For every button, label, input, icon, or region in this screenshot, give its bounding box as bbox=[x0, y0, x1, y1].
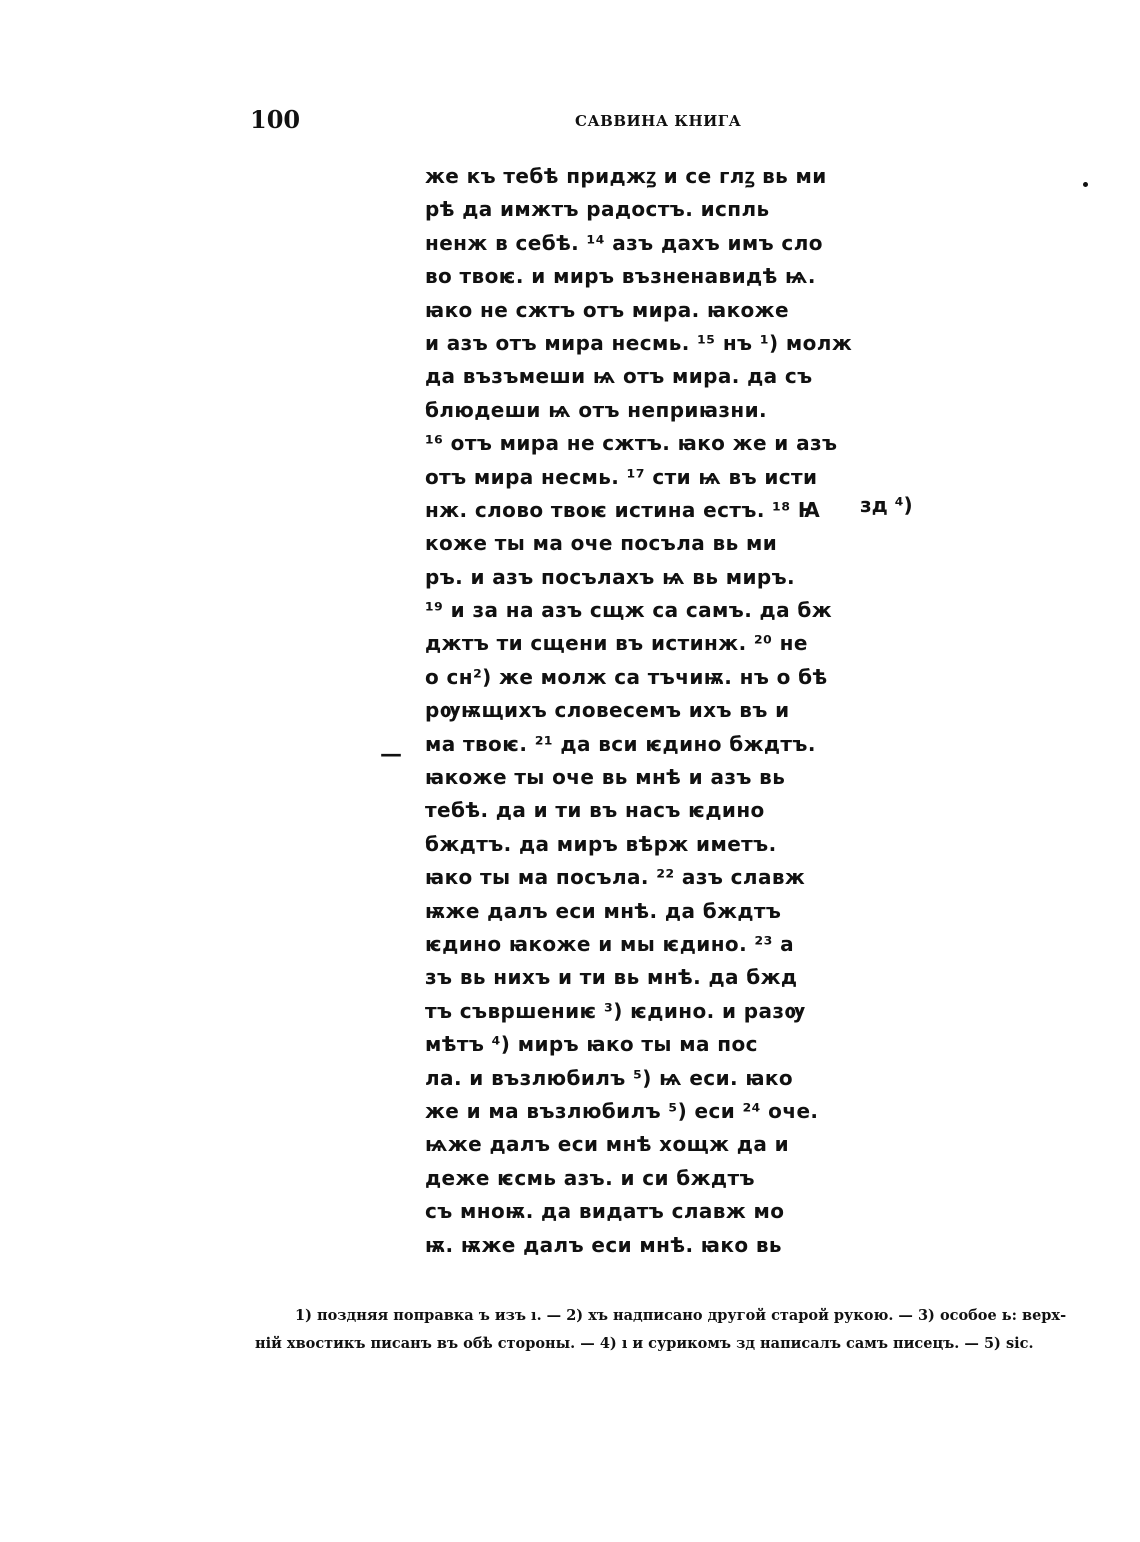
text-line: джтъ ти сщени въ истинж. ²⁰ не bbox=[425, 631, 808, 656]
margin-dash: — bbox=[380, 741, 402, 767]
running-title: САВВИНА КНИГА bbox=[575, 112, 742, 130]
text-line: бждтъ. да миръ вѣрж иметъ. bbox=[425, 831, 777, 856]
text-line: отъ мира несмь. ¹⁷ сти ѩ въ исти bbox=[425, 464, 818, 489]
text-line: ѩже далъ еси мнѣ хощж да и bbox=[425, 1132, 790, 1157]
text-line: ¹⁶ отъ мира не сжтъ. ꙗко же и азъ bbox=[425, 431, 838, 456]
stray-ink-dot bbox=[1083, 182, 1088, 187]
text-line: ма твоѥ. ²¹ да вси ѥдино бждтъ. bbox=[425, 731, 816, 756]
footnote-line: 1) поздняя поправка ъ изъ ı. — 2) хъ надписано другой старой рукою. — 3) особое ь: верх- bbox=[295, 1307, 1067, 1324]
text-line: рѹѭщихъ словесемъ ихъ въ и bbox=[425, 698, 790, 723]
text-line: ѭже далъ еси мнѣ. да бждтъ bbox=[425, 898, 782, 923]
margin-note: зд ⁴) bbox=[860, 493, 913, 517]
text-line: тебѣ. да и ти въ насъ ѥдино bbox=[425, 798, 765, 823]
text-line: ꙗко ты ма посъла. ²² азъ славж bbox=[425, 865, 806, 890]
text-line: ꙗкоже ты оче вь мнѣ и азъ вь bbox=[425, 765, 786, 790]
text-line: зъ вь нихъ и ти вь мнѣ. да бжд bbox=[425, 965, 798, 990]
text-line: же и ма възлюбилъ ⁵) еси ²⁴ оче. bbox=[425, 1098, 819, 1123]
text-line: рѣ да имжтъ радостъ. испль bbox=[425, 197, 770, 222]
footnotes bbox=[255, 1302, 1065, 1358]
text-line: ѭ. ѭже далъ еси мнѣ. ꙗко вь bbox=[425, 1232, 782, 1257]
text-line: съ мноѭ. да видатъ славж мо bbox=[425, 1199, 785, 1224]
text-line: и азъ отъ мира несмь. ¹⁵ нъ ¹) молж bbox=[425, 330, 853, 355]
text-line: тъ съвршениѥ ³) ѥдино. и разѹ bbox=[425, 998, 806, 1023]
text-line: о сн²) же молж са тъчиѭ. нъ о бѣ bbox=[425, 664, 828, 689]
text-line: ръ. и азъ посълахъ ѩ вь миръ. bbox=[425, 564, 796, 589]
text-line: ненж в себѣ. ¹⁴ азъ дахъ имъ сло bbox=[425, 230, 823, 255]
text-line: же къ тебѣ приджꙁ и се глꙁ вь ми bbox=[425, 164, 827, 188]
text-line: ꙗко не сжтъ отъ мира. ꙗкоже bbox=[425, 297, 789, 322]
text-line: ¹⁹ и за на азъ сщж са самъ. да бж bbox=[425, 598, 833, 623]
text-line: коже ты ма оче посъла вь ми bbox=[425, 531, 778, 556]
text-line: да възъмеши ѩ отъ мира. да съ bbox=[425, 364, 813, 389]
text-line: во твоѥ. и миръ възненавидѣ ѩ. bbox=[425, 264, 816, 289]
text-line: деже ѥсмь азъ. и си бждтъ bbox=[425, 1165, 755, 1190]
text-line: нж. слово твоѥ истина естъ. ¹⁸ Ꙗ bbox=[425, 497, 821, 522]
text-line: ѥдино ꙗкоже и мы ѥдино. ²³ а bbox=[425, 931, 795, 956]
text-line: блюдеши ѩ отъ неприꙗзни. bbox=[425, 397, 768, 422]
text-line: мѣтъ ⁴) миръ ꙗко ты ма пос bbox=[425, 1032, 758, 1057]
main-text-column bbox=[425, 160, 853, 1262]
page-number: 100 bbox=[250, 105, 301, 134]
footnote-line: ній хвостикъ писанъ въ обѣ стороны. — 4) ı и сурикомъ зд написалъ самъ писецъ. — 5) sic. bbox=[255, 1335, 1034, 1352]
text-line: ла. и възлюбилъ ⁵) ѩ еси. ꙗко bbox=[425, 1065, 794, 1090]
